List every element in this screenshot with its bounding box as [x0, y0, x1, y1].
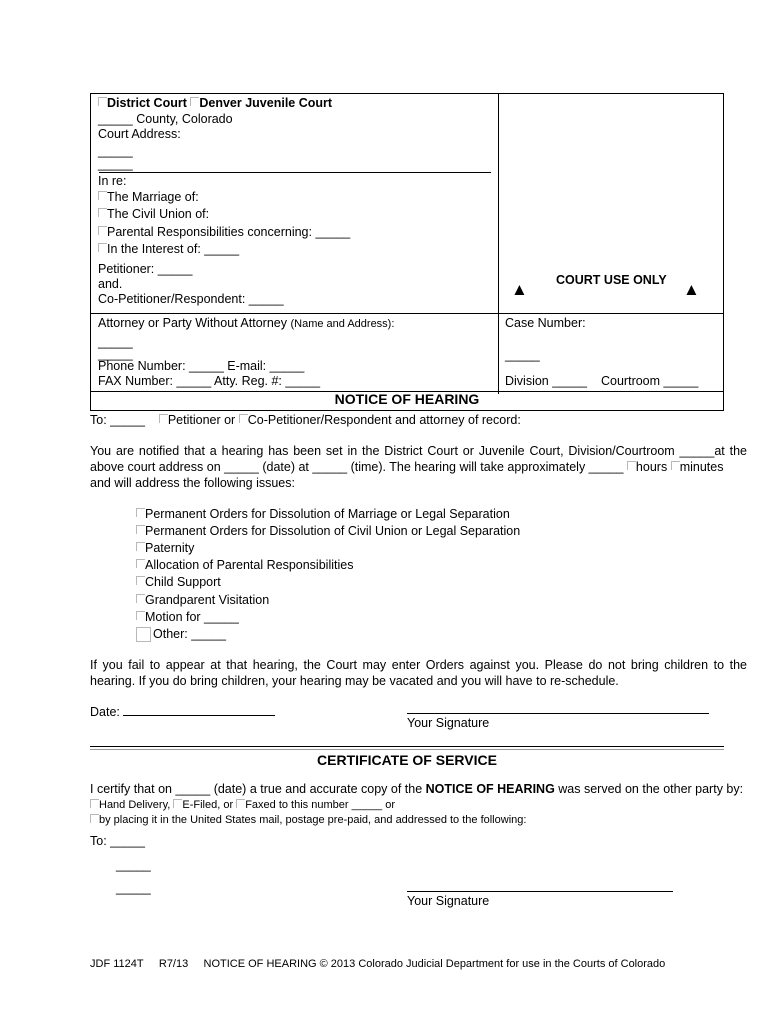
checkbox-interest[interactable]: [98, 243, 107, 252]
checkbox-district-court[interactable]: [98, 97, 107, 106]
warning-line-2: hearing. If you do bring children, your hearing may be vacated and you will have to re-schedule.: [90, 674, 619, 688]
cert-signature-line[interactable]: [407, 891, 673, 892]
petitioner-line: Petitioner: _____: [98, 262, 193, 276]
caption-divider-horizontal: [91, 313, 723, 314]
checkbox-to-copetitioner[interactable]: [239, 414, 248, 423]
checkbox-issue[interactable]: [136, 525, 145, 534]
court-address-line-1[interactable]: _____: [98, 144, 133, 158]
form-title: NOTICE OF HEARING: [334, 391, 480, 407]
checkbox-civil-union[interactable]: [98, 208, 107, 217]
county-line: _____ County, Colorado: [98, 112, 233, 126]
copetitioner-line: Co-Petitioner/Respondent: _____: [98, 292, 284, 306]
attorney-line-1[interactable]: _____: [98, 335, 133, 349]
address-divider: [99, 172, 491, 173]
checkbox-marriage[interactable]: [98, 191, 107, 200]
to-line: [90, 412, 521, 429]
issue-item: [136, 540, 194, 557]
checkbox-juvenile-court[interactable]: [190, 97, 199, 106]
issue-item: [136, 609, 239, 626]
signature-label: Your Signature: [407, 716, 490, 730]
notice-line-3: and will address the following issues:: [90, 476, 295, 490]
date-label: Date:: [90, 705, 120, 719]
issue-label: Paternity: [145, 541, 195, 555]
cert-text-c: was served on the other party by:: [554, 782, 744, 796]
cert-signature-label: Your Signature: [407, 894, 490, 908]
warning-line-1: If you fail to appear at that hearing, the Court may enter Orders against you. Please do not bring children to the: [90, 658, 747, 672]
civil-union-label: The Civil Union of:: [107, 207, 210, 221]
court-juvenile-label: Denver Juvenile Court: [199, 96, 333, 110]
checkbox-to-petitioner[interactable]: [159, 414, 168, 423]
issue-item: [136, 523, 520, 540]
checkbox-issue[interactable]: [136, 559, 145, 568]
parental-label: Parental Responsibilities concerning: _____: [107, 225, 351, 239]
triangle-up-icon: ▲: [511, 280, 528, 299]
and-line: and.: [98, 277, 123, 291]
checkbox-mail[interactable]: [90, 814, 99, 823]
issue-label: Allocation of Parental Responsibilities: [145, 558, 354, 572]
issue-item: [136, 574, 221, 591]
checkbox-hand-delivery[interactable]: [90, 799, 99, 808]
fax-reg-line[interactable]: FAX Number: _____ Atty. Reg. #: _____: [98, 374, 321, 388]
efiled-label: E-Filed, or: [182, 799, 234, 811]
checkbox-hours[interactable]: [627, 461, 636, 470]
date-input-line[interactable]: [123, 703, 275, 716]
checkbox-issue[interactable]: [136, 508, 145, 517]
checkbox-issue[interactable]: [136, 611, 145, 620]
issue-item: [136, 557, 353, 574]
court-district-label: District Court: [107, 96, 187, 110]
courtroom-field[interactable]: Courtroom _____: [601, 374, 699, 388]
service-mail: [90, 812, 526, 829]
issue-item: [136, 506, 510, 523]
certificate-title: CERTIFICATE OF SERVICE: [317, 752, 497, 768]
issue-label: Motion for _____: [145, 610, 239, 624]
issue-item: [136, 592, 269, 609]
attorney-label-text: Attorney or Party Without Attorney: [98, 316, 287, 330]
checkbox-issue[interactable]: [136, 542, 145, 551]
option-parental: [98, 224, 350, 241]
checkbox-issue[interactable]: [136, 576, 145, 585]
checkbox-issue[interactable]: [136, 594, 145, 603]
petitioner-or-label: Petitioner or: [167, 413, 236, 427]
certificate-line-1: [90, 781, 743, 798]
attorney-sub-label: (Name and Address):: [290, 318, 395, 330]
issue-label: Permanent Orders for Dissolution of Civil Union or Legal Separation: [145, 524, 521, 538]
checkbox-faxed[interactable]: [236, 799, 245, 808]
to-recipient[interactable]: To: _____: [90, 413, 145, 427]
date-field: [90, 703, 275, 721]
option-civil-union: [98, 206, 209, 223]
minutes-label: minutes: [679, 460, 724, 474]
checkbox-issue-other[interactable]: [136, 627, 151, 642]
court-use-only: COURT USE ONLY: [556, 273, 667, 287]
section-rule-top: [90, 746, 724, 747]
court-address-line-2[interactable]: _____: [98, 157, 133, 171]
cert-text-b: NOTICE OF HEARING: [425, 782, 555, 796]
cert-to-line-2[interactable]: _____: [116, 858, 151, 872]
cert-text-a: I certify that on _____ (date) a true and accurate copy of the: [90, 782, 426, 796]
option-marriage: [98, 189, 199, 206]
issue-label: Permanent Orders for Dissolution of Marriage or Legal Separation: [145, 507, 510, 521]
attorney-line-2[interactable]: _____: [98, 347, 133, 361]
phone-email-line[interactable]: Phone Number: _____ E-mail: _____: [98, 359, 305, 373]
cert-to-line-3[interactable]: _____: [116, 881, 151, 895]
in-re-label: In re:: [98, 174, 127, 188]
checkbox-minutes[interactable]: [671, 461, 680, 470]
copetitioner-label: Co-Petitioner/Respondent and attorney of record:: [247, 413, 521, 427]
issue-label: Other: _____: [153, 627, 226, 641]
caption-divider-vertical: [498, 94, 499, 394]
notice-line-1: You are notified that a hearing has been set in the District Court or Juvenile Court, Division/Courtroom _____at the: [90, 444, 747, 458]
option-interest: [98, 241, 239, 258]
triangle-up-icon: ▲: [683, 280, 700, 299]
issue-label: Child Support: [145, 575, 221, 589]
checkbox-parental[interactable]: [98, 226, 107, 235]
footer-form-id: JDF 1124T: [90, 958, 144, 970]
court-address-label: Court Address:: [98, 127, 181, 141]
court-selection: [98, 95, 332, 112]
faxed-label: Faxed to this number _____ or: [245, 799, 396, 811]
section-rule-bottom: [90, 749, 724, 750]
issue-item: [136, 626, 226, 643]
case-number-label: Case Number:: [505, 316, 586, 330]
hand-delivery-label: Hand Delivery,: [99, 799, 171, 811]
division-field[interactable]: Division _____: [505, 374, 587, 388]
marriage-label: The Marriage of:: [107, 190, 199, 204]
footer-revision: R7/13: [158, 958, 189, 970]
mail-label: by placing it in the United States mail, postage pre-paid, and addressed to the following:: [99, 814, 527, 826]
footer-text: NOTICE OF HEARING © 2013 Colorado Judicial Department for use in the Courts of Colorado: [203, 958, 666, 970]
hours-label: hours: [635, 460, 668, 474]
notice-line-2-text: above court address on _____ (date) at _____ (time). The hearing will take approximately _____: [90, 460, 624, 474]
signature-line[interactable]: [407, 713, 709, 714]
cert-to-line[interactable]: To: _____: [90, 834, 145, 848]
interest-label: In the Interest of: _____: [107, 242, 240, 256]
notice-line-2: [90, 459, 747, 476]
issue-label: Grandparent Visitation: [145, 593, 270, 607]
case-number-field[interactable]: _____: [505, 348, 540, 362]
footer: [90, 956, 665, 973]
attorney-label: [98, 315, 394, 333]
